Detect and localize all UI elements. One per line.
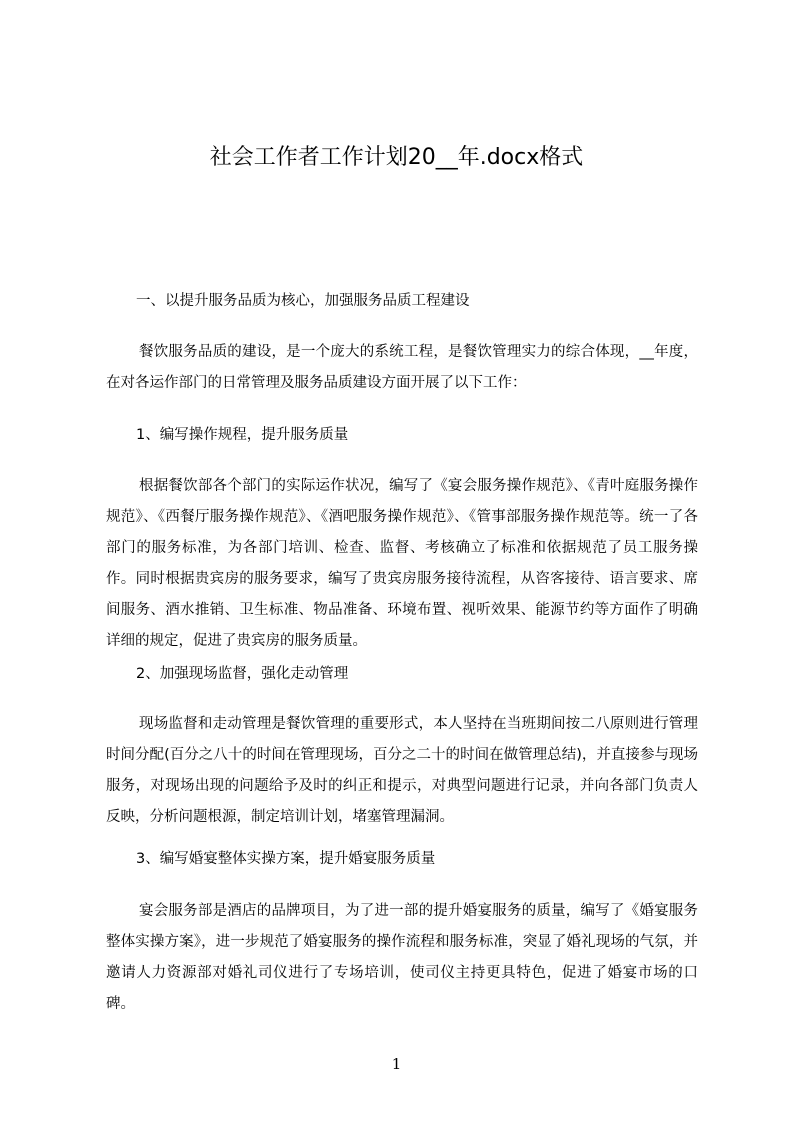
section-intro-paragraph: 餐饮服务品质的建设，是一个庞大的系统工程，是餐饮管理实力的综合体现，__年度，在对各运作部门的日常管理及服务品质建设方面开展了以下工作： [106,344,698,391]
item-body-2: 现场监督和走动管理是餐饮管理的重要形式，本人坚持在当班期间按二八原则进行管理时间分配(百分之八十的时间在管理现场，百分之二十的时间在做管理总结)，并直接参与现场服务，对现场出现的问题给予及时的纠正和提示，对典型问题进行记录，并向各部门负责人反映，分析问题根源，制定培训计划，堵塞管理漏洞。 [106,716,698,825]
document-title: 社会工作者工作计划20__年.docx格式 [209,145,584,170]
section-heading: 一、以提升服务品质为核心，加强服务品质工程建设 [136,293,470,309]
item-heading-2: 2、加强现场监督，强化走动管理 [136,666,349,682]
page-number: 1 [391,1055,402,1073]
item-heading-1: 1、编写操作规程，提升服务质量 [136,427,349,443]
item-heading-3: 3、编写婚宴整体实操方案，提升婚宴服务质量 [136,851,436,867]
item-body-3: 宴会服务部是酒店的品牌项目，为了进一部的提升婚宴服务的质量，编写了《婚宴服务整体实操方案》，进一步规范了婚宴服务的操作流程和服务标准，突显了婚礼现场的气氛，并邀请人力资源部对婚礼司仪进行了专场培训，使司仪主持更具特色，促进了婚宴市场的口碑。 [106,903,698,1012]
item-body-1: 根据餐饮部各个部门的实际运作状况，编写了《宴会服务操作规范》、《青叶庭服务操作规范》、《西餐厅服务操作规范》、《酒吧服务操作规范》、《管事部服务操作规范等。统一了各部门的服务标准，为各部门培训、检查、监督、考核确立了标准和依据规范了员工服务操作。同时根据贵宾房的服务要求，编写了贵宾房服务接待流程，从咨客接待、语言要求、席间服务、酒水推销、卫生标准、物品准备、环境布置、视听效果、能源节约等方面作了明确详细的规定，促进了贵宾房的服务质量。 [106,478,698,649]
